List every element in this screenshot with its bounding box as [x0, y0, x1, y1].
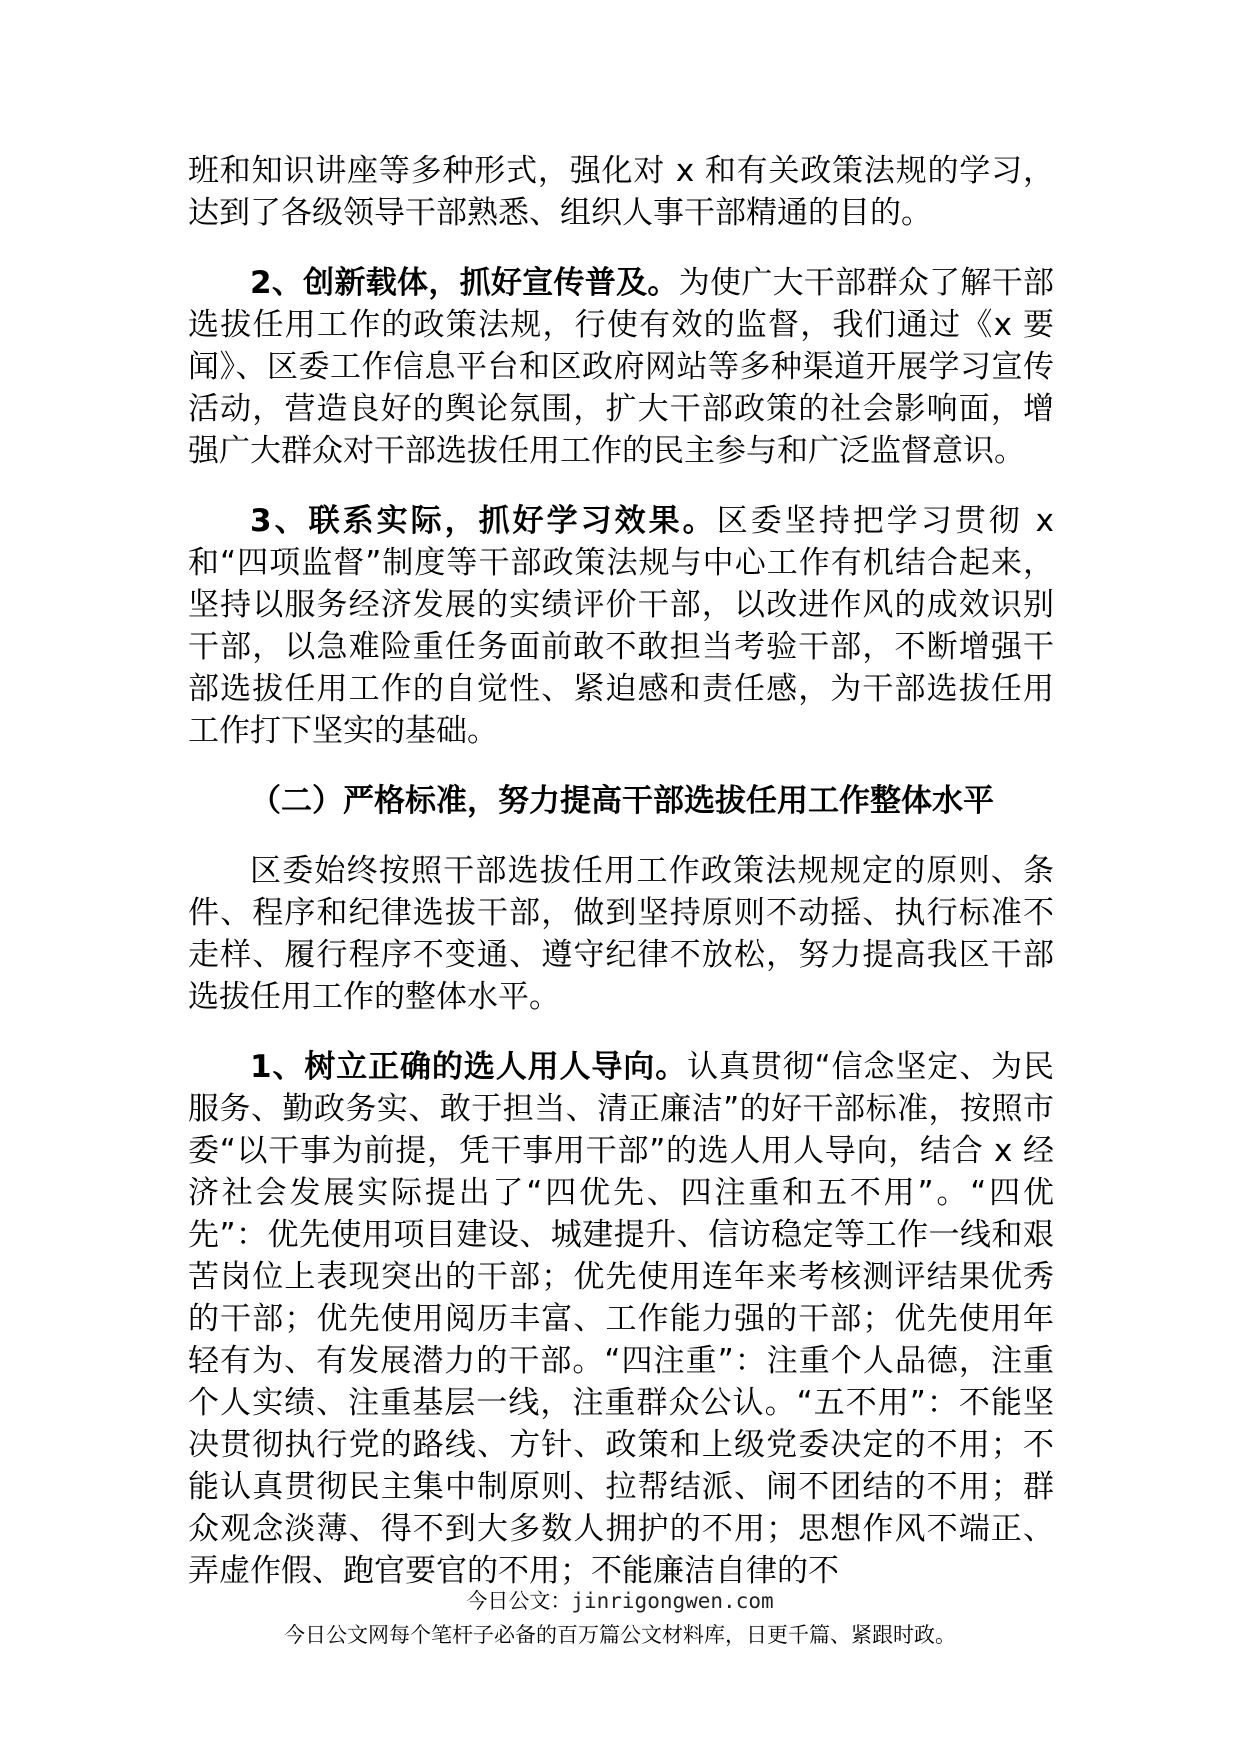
paragraph-title: 2、创新载体，抓好宣传普及。 — [250, 265, 679, 301]
paragraph-text: 区委坚持把学习贯彻 x 和“四项监督”制度等干部政策法规与中心工作有机结合起来，坚持以服务经济发展的实绩评价干部，以改进作风的成效识别干部，以急难险重任务面前敢不敢担当考验干部，不断增强干部选拔任用工作的自觉性、紧迫感和责任感，为干部选拔任用工作打下坚实的基础。 — [188, 503, 1054, 749]
document-body — [188, 150, 1054, 1620]
paragraph-text: 认真贯彻“信念坚定、为民服务、勤政务实、敢于担当、清正廉洁”的好干部标准，按照市委“以干事为前提，凭干事用干部”的选人用人导向，结合 x 经济社会发展实际提出了“四优先、四注重和五不用”。“四优先”：优先使用项目建设、城建提升、信访稳定等工作一线和艰苦岗位上表现突出的干部；优先使用连年来考核测评结果优秀的干部；优先使用阅历丰富、工作能力强的干部；优先使用年轻有为、有发展潜力的干部。“四注重”：注重个人品德，注重个人实绩、注重基层一线，注重群众公认。“五不用”：不能坚决贯彻执行党的路线、方针、政策和上级党委决定的不用；不能认真贯彻民主集中制原则、拉帮结派、闹不团结的不用；群众观念淡薄、得不到大多数人拥护的不用；思想作风不端正、弄虚作假、跑官要官的不用；不能廉洁自律的不 — [188, 1049, 1054, 1589]
footer-label: 今日公文： — [466, 1589, 572, 1613]
footer-site — [0, 1586, 1240, 1616]
paragraph-title: 1、树立正确的选人用人导向。 — [250, 1049, 688, 1085]
paragraph-title: 3、联系实际，抓好学习效果。 — [250, 503, 717, 539]
footer-url-link[interactable]: jinrigongwen.com — [571, 1589, 774, 1613]
paragraph-correct-orientation — [188, 1046, 1054, 1592]
paragraph-continued: 班和知识讲座等多种形式，强化对 x 和有关政策法规的学习，达到了各级领导干部熟悉、组织人事干部精通的目的。 — [188, 153, 1054, 231]
section-heading: （二）严格标准，努力提高干部选拔任用工作整体水平 — [250, 783, 994, 819]
paragraph-section-intro: 区委始终按照干部选拔任用工作政策法规规定的原则、条件、程序和纪律选拔干部，做到坚持原则不动摇、执行标准不走样、履行程序不变通、遵守纪律不放松，努力提高我区干部选拔任用工作的整体水平。 — [188, 853, 1054, 1015]
footer-slogan: 今日公文网每个笔杆子必备的百万篇公文材料库，日更千篇、紧跟时政。 — [284, 1623, 956, 1647]
paragraph-innovate-carrier — [188, 262, 1054, 472]
paragraph-link-practice — [188, 500, 1054, 752]
paragraph-text: 为使广大干部群众了解干部选拔任用工作的政策法规，行使有效的监督，我们通过《x 要闻》、区委工作信息平台和区政府网站等多种渠道开展学习宣传活动，营造良好的舆论氛围，扩大干部政策的社会影响面，增强广大群众对干部选拔任用工作的民主参与和广泛监督意识。 — [188, 265, 1054, 469]
